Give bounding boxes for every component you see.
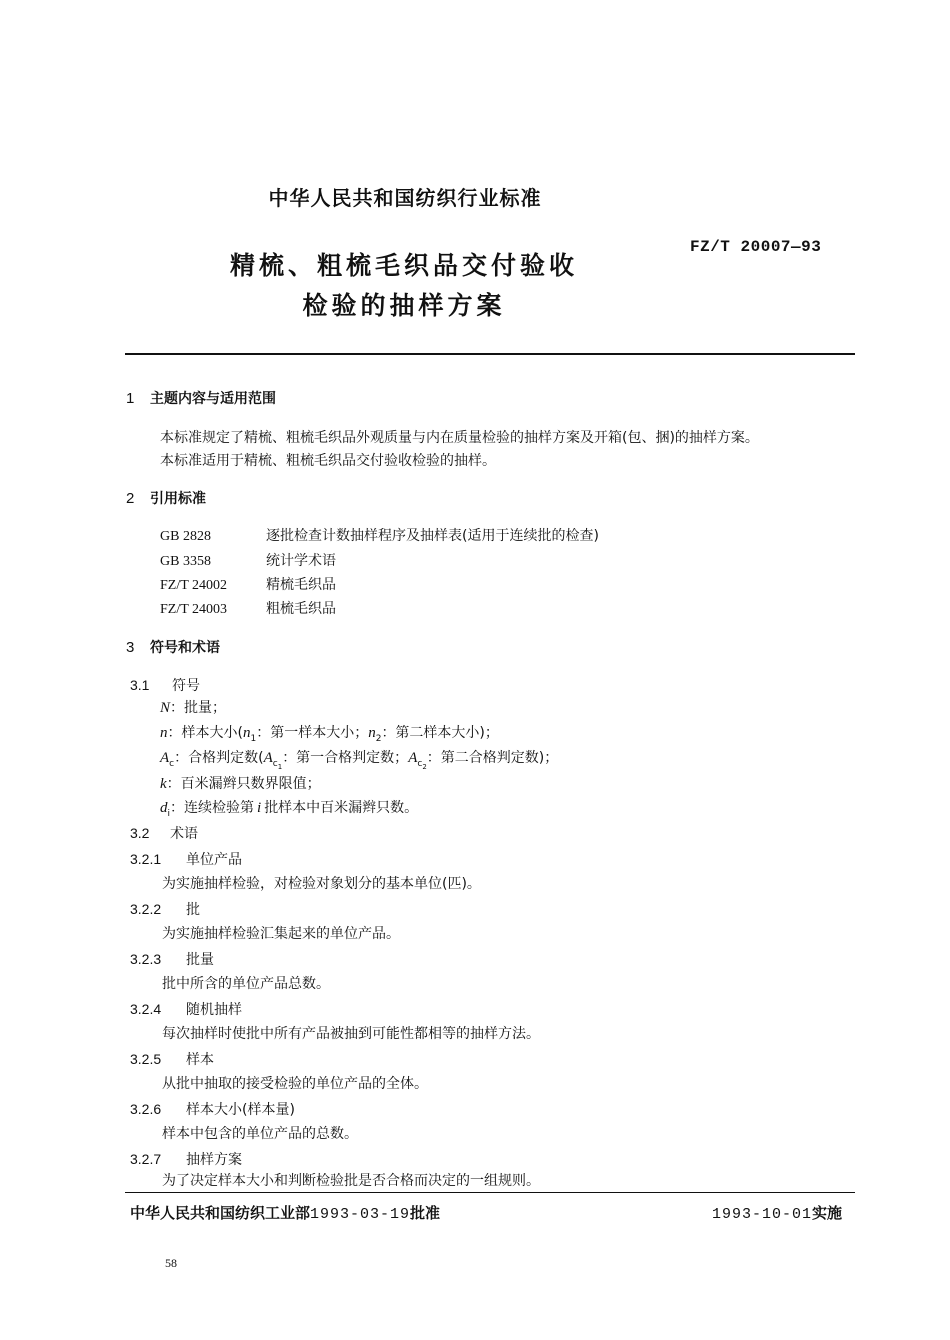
symbol: n [368, 725, 376, 741]
symbol: A [263, 750, 273, 766]
term-title: 批量 [186, 952, 214, 968]
section-number: 2 [126, 490, 135, 507]
term-definition: 每次抽样时使批中所有产品被抽到可能性都相等的抽样方法。 [162, 1026, 540, 1042]
header-divider [125, 353, 855, 355]
issue-date: 1993-03-19 [310, 1206, 411, 1223]
section-1-paragraph-1: 本标准规定了精梳、粗梳毛织品外观质量与内在质量检验的抽样方案及开箱(包、捆)的抽样方案。 [160, 430, 759, 446]
symbol-n [160, 722, 499, 744]
subsection-3-1-heading [130, 675, 200, 695]
subscript: 1 [250, 733, 257, 744]
section-3-heading [126, 637, 220, 657]
reference-code: FZ/T 24003 [160, 602, 228, 617]
symbol-description: ：合格判定数( [174, 750, 264, 766]
standard-code: FZ/T 20007—93 [690, 238, 822, 256]
term-number: 3.2.1 [130, 851, 162, 867]
term-number: 3.2.3 [130, 951, 162, 967]
reference-code: GB 2828 [160, 529, 211, 544]
symbol-k [160, 773, 321, 793]
reference-code: FZ/T 24002 [160, 578, 228, 593]
term-heading [130, 899, 200, 919]
symbol-N [160, 697, 226, 717]
reference-title: 统计学术语 [266, 553, 336, 569]
reference-title: 精梳毛织品 [266, 577, 336, 593]
term-definition: 为实施抽样检验，对检验对象划分的基本单位(匹)。 [162, 876, 481, 892]
section-title: 引用标准 [150, 491, 206, 507]
section-title: 主题内容与适用范围 [150, 391, 276, 407]
section-1-paragraph-2: 本标准适用于精梳、粗梳毛织品交付验收检验的抽样。 [160, 453, 496, 469]
symbol-description: ：第二合格判定数)； [426, 750, 559, 766]
term-title: 样本 [186, 1052, 214, 1068]
reference-title: 逐批检查计数抽样程序及抽样表(适用于连续批的检查) [266, 528, 599, 544]
issuing-authority [130, 1202, 440, 1223]
term-number: 3.2.7 [130, 1151, 162, 1167]
reference-code: GB 3358 [160, 554, 211, 569]
subsection-3-2-heading [130, 823, 198, 843]
section-1-heading [126, 388, 276, 408]
term-title: 单位产品 [186, 852, 242, 868]
footer-divider [125, 1192, 855, 1193]
section-number: 3 [126, 639, 135, 656]
symbol: A [408, 750, 418, 766]
subscript: 2 [375, 733, 382, 744]
term-definition: 批中所含的单位产品总数。 [162, 976, 330, 992]
symbol: k [160, 776, 167, 792]
subscript: i [167, 808, 171, 819]
term-title: 抽样方案 [186, 1152, 242, 1168]
symbol-description: ：第一合格判定数； [282, 750, 409, 766]
section-2-heading [126, 488, 206, 508]
term-definition: 从批中抽取的接受检验的单位产品的全体。 [162, 1076, 428, 1092]
symbol-description: ：样本大小( [167, 725, 243, 741]
reference-item [160, 525, 599, 545]
subscript-letter: c [417, 758, 423, 769]
term-number: 3.2.6 [130, 1101, 162, 1117]
term-heading [130, 1099, 295, 1119]
subsection-number: 3.2 [130, 825, 150, 841]
subscript: c [169, 758, 175, 769]
symbol-d [160, 797, 418, 819]
impl-date: 1993-10-01 [712, 1206, 813, 1223]
subscript-letter: c [272, 758, 278, 769]
sub-subscript: 2 [422, 762, 427, 771]
term-heading [130, 999, 242, 1019]
impl-label: 实施 [812, 1204, 843, 1222]
symbol-Ac [160, 747, 558, 771]
term-definition: 为了决定样本大小和判断检验批是否合格而决定的一组规则。 [162, 1173, 540, 1189]
symbol: i [257, 800, 262, 816]
document-title-line2: 检验的抽样方案 [302, 291, 506, 320]
symbol-description: ：百米漏辫只数界限值； [166, 776, 321, 792]
term-number: 3.2.5 [130, 1051, 162, 1067]
symbol-description: ：连续检验第 [170, 800, 255, 816]
subscript [417, 759, 426, 769]
section-title: 符号和术语 [150, 640, 220, 656]
reference-item [160, 574, 336, 594]
page-number: 58 [165, 1256, 177, 1270]
symbol-description: ：第一样本大小； [256, 725, 369, 741]
term-heading [130, 849, 242, 869]
term-title: 批 [186, 902, 200, 918]
symbol: N [160, 700, 171, 716]
subsection-number: 3.1 [130, 677, 150, 693]
subsection-title: 术语 [170, 826, 198, 842]
term-title: 样本大小(样本量) [186, 1102, 295, 1118]
issuer-name: 中华人民共和国纺织工业部 [130, 1204, 311, 1222]
symbol-description: ：批量； [170, 700, 227, 716]
term-number: 3.2.2 [130, 901, 162, 917]
sub-subscript: 1 [277, 762, 283, 771]
term-definition: 为实施抽样检验汇集起来的单位产品。 [162, 926, 400, 942]
symbol: n [160, 725, 168, 741]
symbol: d [160, 800, 168, 816]
symbol: A [160, 750, 170, 766]
term-heading [130, 1149, 242, 1169]
term-heading [130, 1049, 214, 1069]
subsection-title: 符号 [172, 678, 200, 694]
symbol-description: ：第二样本大小)； [381, 725, 499, 741]
reference-title: 粗梳毛织品 [266, 601, 336, 617]
symbol-description: 批样本中百米漏辫只数。 [264, 800, 419, 816]
document-title-line1: 精梳、粗梳毛织品交付验收 [229, 251, 578, 280]
term-definition: 样本中包含的单位产品的总数。 [162, 1126, 358, 1142]
subscript [273, 759, 282, 769]
reference-item [160, 550, 336, 570]
section-number: 1 [126, 390, 135, 407]
implementation-date [712, 1202, 842, 1223]
reference-item [160, 598, 336, 618]
term-heading [130, 949, 214, 969]
term-title: 随机抽样 [186, 1002, 242, 1018]
organization-title: 中华人民共和国纺织行业标准 [268, 186, 542, 210]
term-number: 3.2.4 [130, 1001, 162, 1017]
issue-label: 批准 [410, 1204, 441, 1222]
symbol: n [242, 725, 251, 741]
